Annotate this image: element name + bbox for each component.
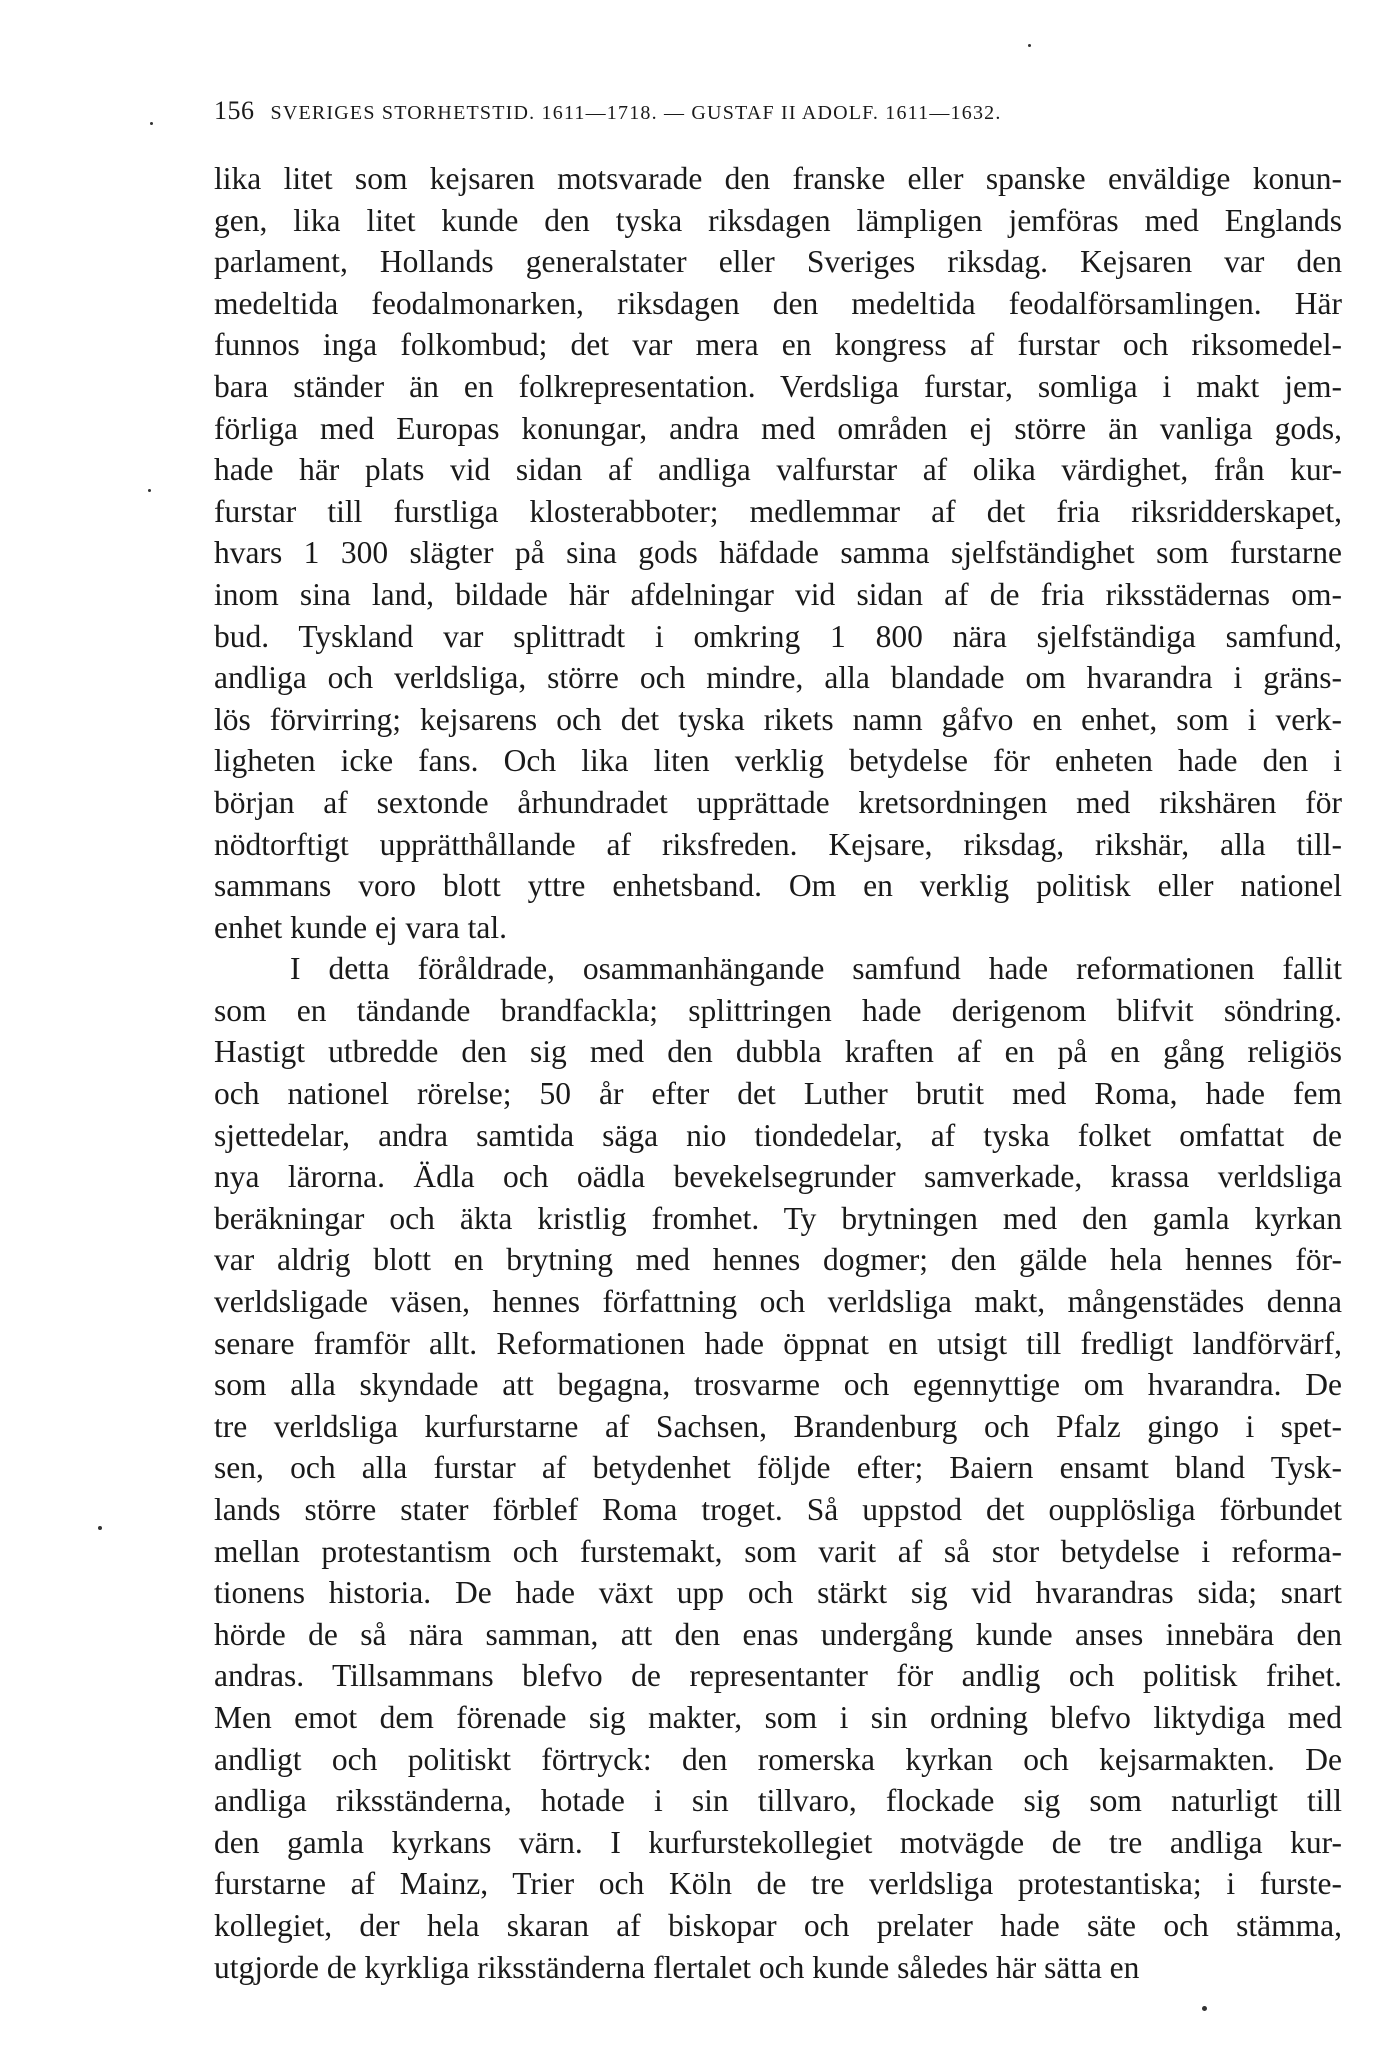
text-line: I detta föråldrade, osammanhängande samfund hade reformationen fallit xyxy=(290,951,1342,987)
text-line: nödtorftigt upprätthållande af riksfreden. Kejsare, riksdag, rikshär, alla till- xyxy=(214,826,1342,862)
print-speck xyxy=(150,122,153,125)
text-line: var aldrig blott en brytning med hennes dogmer; den gälde hela hennes för- xyxy=(214,1242,1342,1278)
text-line: utgjorde de kyrkliga riksständerna flertalet och kunde således här sätta en xyxy=(214,1949,1140,1985)
text-line: bara ständer än en folkrepresentation. Verdsliga furstar, somliga i makt jem- xyxy=(214,368,1342,404)
text-line: hade här plats vid sidan af andliga valfurstar af olika värdighet, från kur- xyxy=(214,452,1342,488)
text-line: sen, och alla furstar af betydenhet följde efter; Baiern ensamt bland Tysk- xyxy=(214,1450,1342,1486)
text-line: kollegiet, der hela skaran af biskopar och prelater hade säte och stämma, xyxy=(214,1907,1342,1943)
paragraph xyxy=(214,158,1342,948)
text-line: gen, lika litet kunde den tyska riksdagen lämpligen jemföras med Englands xyxy=(214,202,1342,238)
text-line: inom sina land, bildade här afdelningar vid sidan af de fria riksstädernas om- xyxy=(214,576,1342,612)
text-line: verldsligade väsen, hennes författning och verldsliga makt, mångenstädes denna xyxy=(214,1284,1342,1320)
text-line: Men emot dem förenade sig makter, som i sin ordning blefvo liktydiga med xyxy=(214,1699,1342,1735)
print-speck xyxy=(148,489,151,492)
running-title: SVERIGES STORHETSTID. 1611—1718. — GUSTAF II ADOLF. 1611—1632. xyxy=(270,102,1002,124)
body-text xyxy=(214,158,1342,1988)
text-line: början af sextonde århundradet upprättade kretsordningen med rikshären för xyxy=(214,784,1342,820)
text-line: som en tändande brandfackla; splittringen hade derigenom blifvit söndring. xyxy=(214,992,1342,1028)
text-line: beräkningar och äkta kristlig fromhet. Ty brytningen med den gamla kyrkan xyxy=(214,1200,1342,1236)
text-line: lands större stater förblef Roma troget. Så uppstod det oupplösliga förbundet xyxy=(214,1492,1342,1527)
page-number: 156 xyxy=(214,96,255,125)
print-speck xyxy=(1028,44,1031,47)
text-line: enhet kunde ej vara tal. xyxy=(214,909,507,945)
text-line: tre verldsliga kurfurstarne af Sachsen, Brandenburg och Pfalz gingo i spet- xyxy=(214,1408,1342,1444)
text-line: senare framför allt. Reformationen hade öppnat en utsigt till fredligt landförvärf, xyxy=(214,1325,1342,1361)
paragraph xyxy=(214,948,1342,1988)
text-line: funnos inga folkombud; det var mera en kongress af furstar och riksomedel- xyxy=(214,327,1342,363)
text-line: lös förvirring; kejsarens och det tyska rikets namn gåfvo en enhet, som i verk- xyxy=(214,701,1342,737)
paragraph-container xyxy=(214,158,1342,1988)
text-line: tionens historia. De hade växt upp och stärkt sig vid hvarandras sida; snart xyxy=(214,1575,1342,1611)
text-line: andliga och verldsliga, större och mindre, alla blandade om hvarandra i gräns- xyxy=(214,660,1342,696)
text-line: Hastigt utbredde den sig med den dubbla kraften af en på en gång religiös xyxy=(214,1034,1342,1070)
text-line: bud. Tyskland var splittradt i omkring 1 800 nära sjelfständiga samfund, xyxy=(214,618,1342,654)
text-line: andligt och politiskt förtryck: den romerska kyrkan och kejsarmakten. De xyxy=(214,1741,1342,1777)
print-speck xyxy=(1202,2006,1207,2011)
text-line: andras. Tillsammans blefvo de representanter för andlig och politisk frihet. xyxy=(214,1658,1342,1694)
text-line: medeltida feodalmonarken, riksdagen den medeltida feodalförsamlingen. Här xyxy=(214,285,1342,321)
text-line: som alla skyndade att begagna, trosvarme och egennyttige om hvarandra. De xyxy=(214,1367,1342,1403)
text-line: hvars 1 300 slägter på sina gods häfdade samma sjelfständighet som furstarne xyxy=(214,535,1342,571)
text-line: den gamla kyrkans värn. I kurfurstekollegiet motvägde de tre andliga kur- xyxy=(214,1824,1342,1860)
text-line: sammans voro blott yttre enhetsband. Om en verklig politisk eller nationel xyxy=(214,868,1342,904)
text-line: furstarne af Mainz, Trier och Köln de tre verldsliga protestantiska; i furste- xyxy=(214,1866,1342,1902)
text-line: och nationel rörelse; 50 år efter det Luther brutit med Roma, hade fem xyxy=(214,1076,1342,1112)
text-line: lika litet som kejsaren motsvarade den franske eller spanske enväldige konun- xyxy=(214,161,1342,196)
print-speck xyxy=(98,1526,102,1530)
text-line: mellan protestantism och furstemakt, som varit af så stor betydelse i reforma- xyxy=(214,1533,1342,1569)
running-header xyxy=(214,96,1338,126)
text-line: ligheten icke fans. Och lika liten verklig betydelse för enheten hade den i xyxy=(214,743,1342,779)
text-line: hörde de så nära samman, att den enas undergång kunde anses innebära den xyxy=(214,1616,1342,1652)
text-line: furstar till furstliga klosterabboter; medlemmar af det fria riksridderskapet, xyxy=(214,493,1342,529)
text-line: nya lärorna. Ädla och oädla bevekelsegrunder samverkade, krassa verldsliga xyxy=(214,1159,1342,1195)
text-line: parlament, Hollands generalstater eller Sveriges riksdag. Kejsaren var den xyxy=(214,244,1342,280)
text-line: andliga riksständerna, hotade i sin tillvaro, flockade sig som naturligt till xyxy=(214,1783,1342,1819)
text-line: förliga med Europas konungar, andra med områden ej större än vanliga gods, xyxy=(214,410,1342,446)
text-line: sjettedelar, andra samtida säga nio tiondedelar, af tyska folket omfattat de xyxy=(214,1117,1342,1153)
